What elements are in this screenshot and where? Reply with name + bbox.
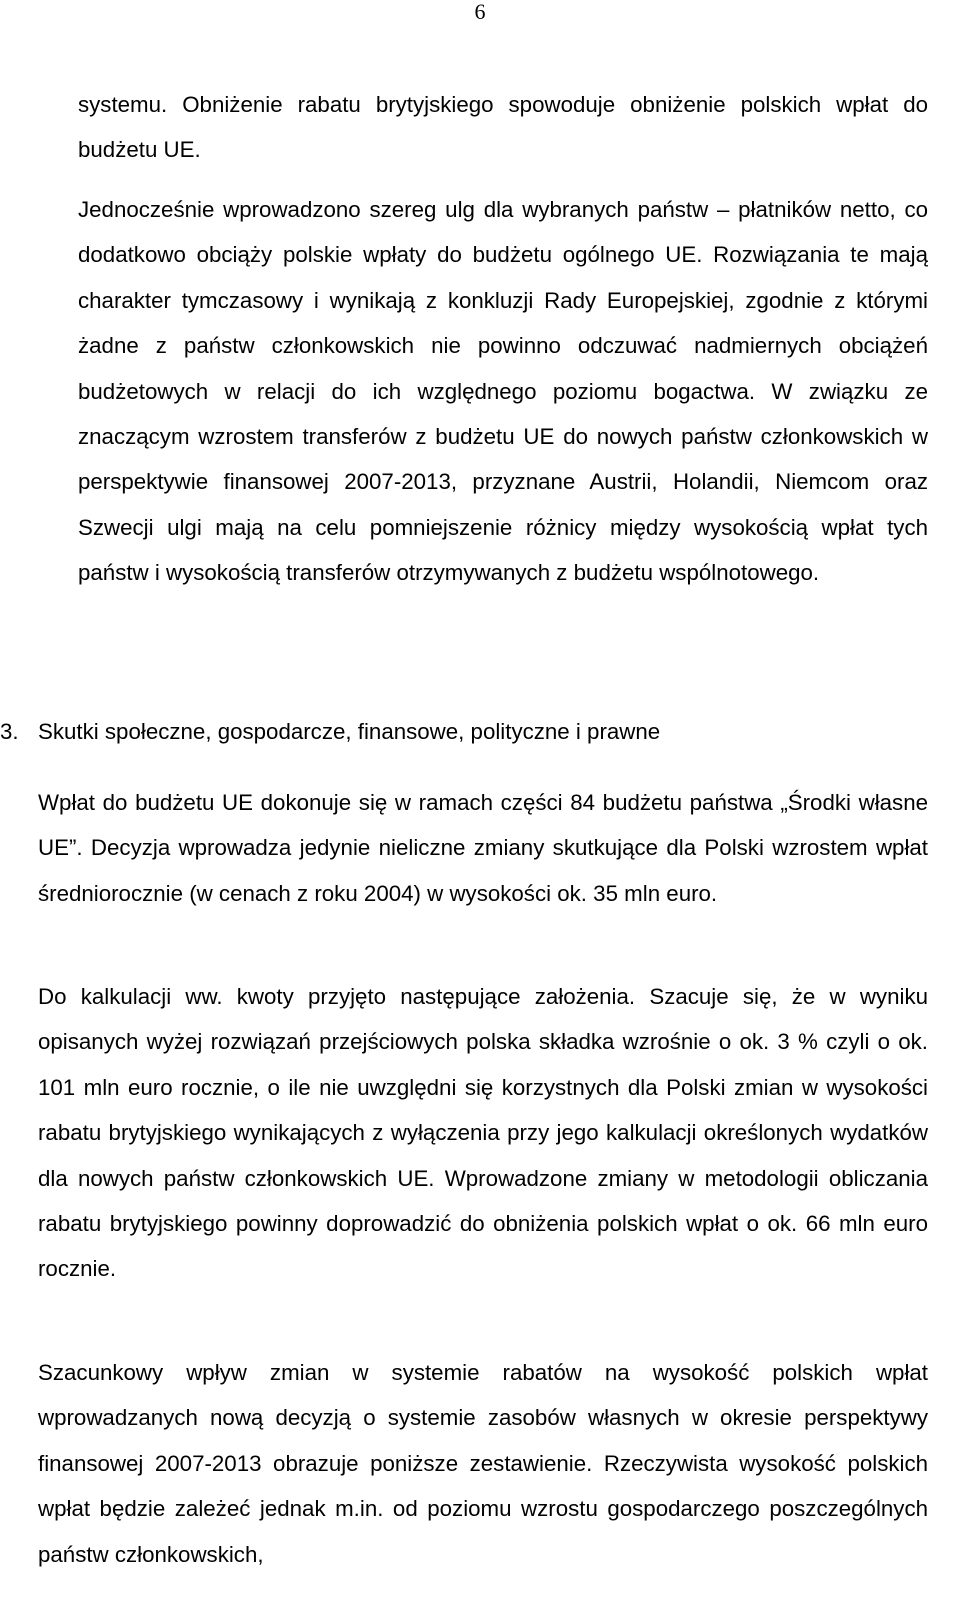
- paragraph-net-payer-reliefs: Jednocześnie wprowadzono szereg ulg dla wybranych państw – płatników netto, co dodatkowo obciąży polskie wpłaty do budżetu ogólnego UE. Rozwiązania te mają charakter tymczasowy i wynikają z konkluzji Rady Europejskiej, zgodnie z którymi żadne z państw członkowskich nie powinno odczuwać nadmiernych obciążeń budżetowych w relacji do ich względnego poziomu bogactwa. W związku ze znaczącym wzrostem transferów z budżetu UE do nowych państw członkowskich w perspektywie finansowej 2007-2013, przyznane Austrii, Holandii, Niemcom oraz Szwecji ulgi mają na celu pomniejszenie różnicy między wysokością wpłat tych państw i wysokością transferów otrzymywanych z budżetu wspólnotowego.: [78, 197, 928, 586]
- paragraph-budget-part-84: Wpłat do budżetu UE dokonuje się w ramach części 84 budżetu państwa „Środki własne UE”. Decyzja wprowadza jedynie nieliczne zmiany skutkujące dla Polski wzrostem wpłat średniorocznie (w cenach z roku 2004) w wysokości ok. 35 mln euro.: [38, 790, 928, 906]
- paragraph-calculation-assumptions: Do kalkulacji ww. kwoty przyjęto następujące założenia. Szacuje się, że w wyniku opisanych wyżej rozwiązań przejściowych polska składka wzrośnie o ok. 3 % czyli o ok. 101 mln euro rocznie, o ile nie uwzględni się korzystnych dla Polski zmian w wysokości rabatu brytyjskiego wynikających z wyłączenia przy jego kalkulacji określonych wydatków dla nowych państw członkowskich UE. Wprowadzone zmiany w metodologii obliczania rabatu brytyjskiego powinny doprowadzić do obniżenia polskich wpłat o ok. 66 mln euro rocznie.: [38, 984, 928, 1282]
- paragraph-estimated-impact: Szacunkowy wpływ zmian w systemie rabatów na wysokość polskich wpłat wprowadzanych nową decyzją o systemie zasobów własnych w okresie perspektywy finansowej 2007-2013 obrazuje poniższe zestawienie. Rzeczywista wysokość polskich wpłat będzie zależeć jednak m.in. od poziomu wzrostu gospodarczego poszczególnych państw członkowskich,: [38, 1360, 928, 1567]
- section-title: Skutki społeczne, gospodarcze, finansowe, polityczne i prawne: [38, 719, 661, 744]
- section-heading-3: [0, 709, 660, 754]
- section-number: 3.: [0, 719, 19, 744]
- page-number: 6: [474, 0, 486, 24]
- paragraph-rebate-reduction: systemu. Obniżenie rabatu brytyjskiego spowoduje obniżenie polskich wpłat do budżetu UE.: [78, 92, 928, 163]
